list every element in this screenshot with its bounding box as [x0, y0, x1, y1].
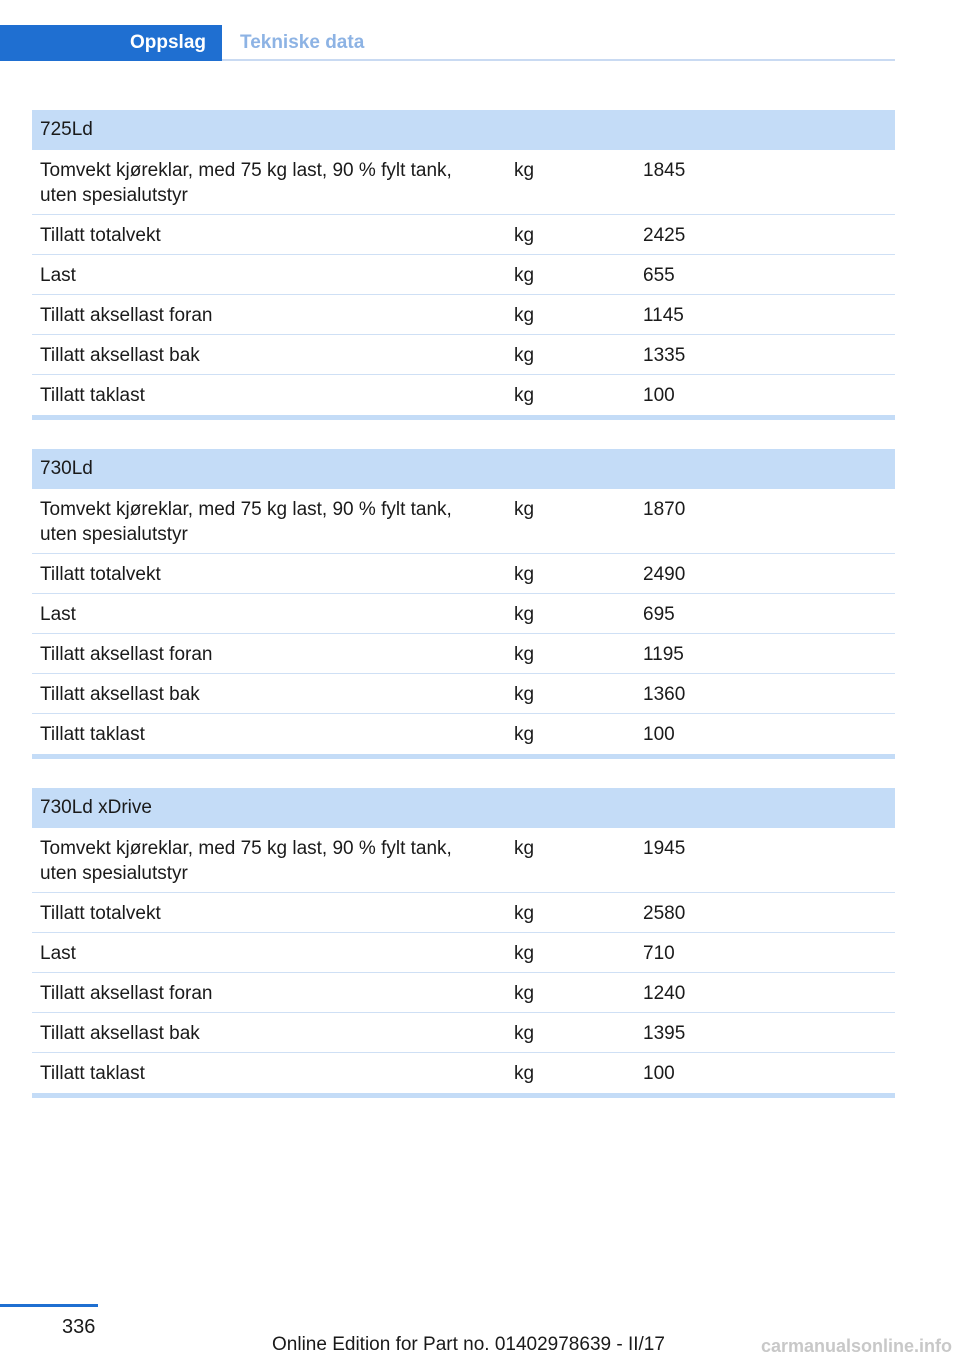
row-unit: kg — [514, 499, 535, 520]
weight-table-730ld — [32, 449, 895, 759]
row-label: Tillatt taklast — [40, 385, 145, 406]
table-row — [32, 295, 895, 335]
weight-table-725ld — [32, 110, 895, 420]
row-value: 100 — [643, 1063, 675, 1084]
row-unit: kg — [514, 943, 535, 964]
row-label: Tillatt totalvekt — [40, 225, 161, 246]
row-unit: kg — [514, 903, 535, 924]
table-row — [32, 1013, 895, 1053]
row-unit: kg — [514, 983, 535, 1004]
row-label: Tillatt taklast — [40, 1063, 145, 1084]
tab-tekniske-data[interactable]: Tekniske data — [240, 32, 365, 53]
footer-rule — [0, 1304, 98, 1307]
table-row — [32, 335, 895, 375]
row-value: 655 — [643, 265, 675, 286]
row-label: Tillatt taklast — [40, 724, 145, 745]
row-value: 1845 — [643, 160, 686, 181]
table-row — [32, 375, 895, 415]
edition-note: Online Edition for Part no. 01402978639 - II/17 — [272, 1334, 665, 1355]
row-value: 1360 — [643, 684, 686, 705]
row-unit: kg — [514, 225, 535, 246]
table-bottom-bar — [32, 1093, 895, 1098]
row-unit: kg — [514, 684, 535, 705]
row-label: Tillatt aksellast foran — [40, 983, 213, 1004]
row-value: 710 — [643, 943, 675, 964]
row-unit: kg — [514, 305, 535, 326]
table-row — [32, 933, 895, 973]
row-unit: kg — [514, 838, 535, 859]
row-value: 1240 — [643, 983, 686, 1004]
tab-oppslag[interactable]: Oppslag — [0, 25, 222, 61]
row-value: 1195 — [643, 644, 684, 665]
row-value: 695 — [643, 604, 675, 625]
table-bottom-bar — [32, 415, 895, 420]
row-label: Tillatt aksellast bak — [40, 684, 200, 705]
row-value: 1870 — [643, 499, 686, 520]
row-unit: kg — [514, 265, 535, 286]
table-title: 730Ld xDrive — [32, 788, 895, 828]
table-row — [32, 634, 895, 674]
row-label: Tillatt aksellast foran — [40, 644, 213, 665]
row-unit: kg — [514, 724, 535, 745]
row-unit: kg — [514, 604, 535, 625]
row-value: 2490 — [643, 564, 686, 585]
table-row — [32, 714, 895, 754]
row-label: Tomvekt kjøreklar, med 75 kg last, 90 % fylt tank, uten spesialutstyr — [40, 499, 452, 545]
row-unit: kg — [514, 1063, 535, 1084]
table-bottom-bar — [32, 754, 895, 759]
weight-table-730ld-xdrive — [32, 788, 895, 1098]
table-row — [32, 215, 895, 255]
row-label: Last — [40, 265, 76, 286]
row-value: 2425 — [643, 225, 686, 246]
row-unit: kg — [514, 160, 535, 181]
row-label: Last — [40, 943, 76, 964]
table-row — [32, 1053, 895, 1093]
row-value: 1395 — [643, 1023, 686, 1044]
row-unit: kg — [514, 345, 535, 366]
row-value: 1945 — [643, 838, 686, 859]
table-row — [32, 554, 895, 594]
row-value: 1335 — [643, 345, 686, 366]
row-label: Tomvekt kjøreklar, med 75 kg last, 90 % fylt tank, uten spesialutstyr — [40, 838, 452, 884]
row-label: Tillatt aksellast bak — [40, 345, 200, 366]
row-unit: kg — [514, 1023, 535, 1044]
page-number: 336 — [62, 1316, 96, 1338]
row-value: 2580 — [643, 903, 686, 924]
row-value: 100 — [643, 385, 675, 406]
row-label: Tillatt aksellast bak — [40, 1023, 200, 1044]
row-label: Tomvekt kjøreklar, med 75 kg last, 90 % fylt tank, uten spesialutstyr — [40, 160, 452, 206]
row-label: Tillatt totalvekt — [40, 564, 161, 585]
table-row — [32, 594, 895, 634]
row-label: Tillatt aksellast foran — [40, 305, 213, 326]
row-label: Last — [40, 604, 76, 625]
table-row — [32, 973, 895, 1013]
table-row — [32, 893, 895, 933]
table-title: 730Ld — [32, 449, 895, 489]
table-row — [32, 489, 895, 554]
watermark: carmanualsonline.info — [760, 1336, 952, 1356]
section-header — [0, 25, 895, 61]
row-value: 100 — [643, 724, 675, 745]
table-row — [32, 674, 895, 714]
row-unit: kg — [514, 564, 535, 585]
row-value: 1145 — [643, 305, 684, 326]
header-rule — [222, 59, 895, 61]
table-row — [32, 150, 895, 215]
table-title: 725Ld — [32, 110, 895, 150]
row-label: Tillatt totalvekt — [40, 903, 161, 924]
table-row — [32, 828, 895, 893]
row-unit: kg — [514, 385, 535, 406]
row-unit: kg — [514, 644, 535, 665]
table-row — [32, 255, 895, 295]
